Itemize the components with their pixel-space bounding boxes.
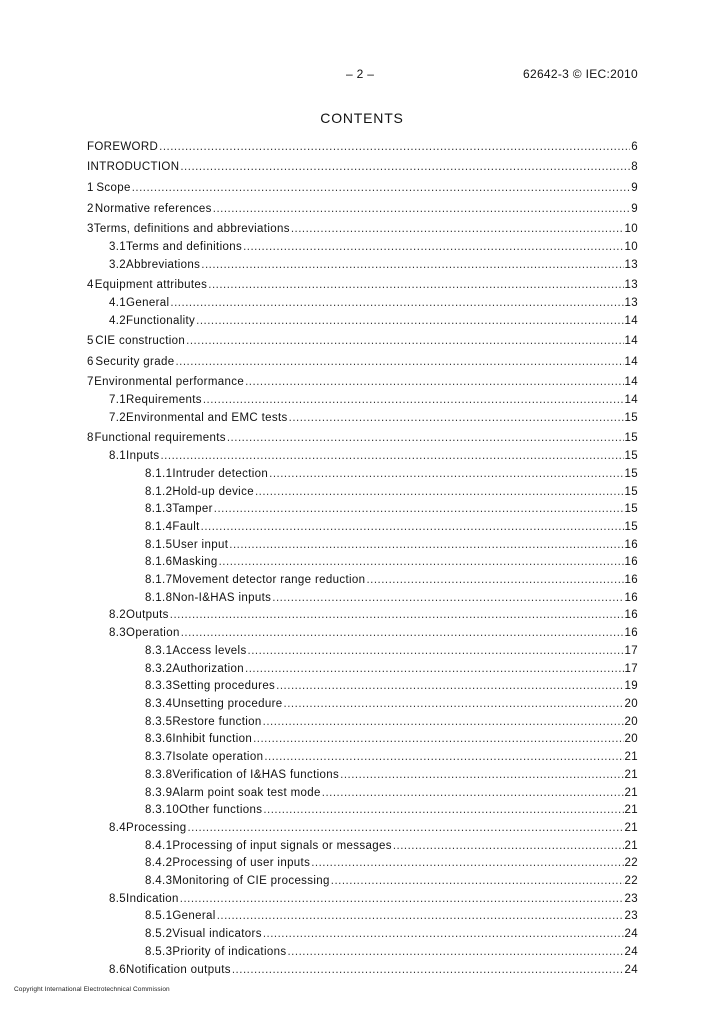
toc-entry-number: 8.1.7 — [145, 574, 173, 587]
dot-leader — [245, 374, 623, 392]
toc-entry-title: General — [126, 296, 170, 309]
contents-title: CONTENTS — [320, 110, 404, 126]
toc-entry-page: 24 — [624, 963, 638, 976]
toc-entry[interactable] — [87, 392, 638, 410]
toc-entry-title: Access levels — [172, 644, 247, 657]
toc-entry[interactable] — [87, 410, 638, 428]
toc-entry[interactable] — [87, 139, 638, 157]
toc-entry[interactable] — [87, 466, 638, 484]
toc-entry-page: 16 — [624, 538, 638, 551]
toc-entry-page: 15 — [624, 520, 638, 533]
toc-entry-title: Processing of user inputs — [172, 857, 311, 870]
toc-entry[interactable] — [87, 767, 638, 785]
toc-entry[interactable] — [87, 374, 638, 392]
dot-leader — [287, 944, 623, 962]
toc-entry-page: 20 — [624, 715, 638, 728]
dot-leader — [263, 926, 624, 944]
toc-entry-number: 4 — [87, 279, 94, 292]
toc-entry-title: Setting procedures — [172, 680, 276, 693]
toc-entry-number: 8.4 — [109, 821, 127, 834]
toc-entry-number: 8.6 — [109, 963, 127, 976]
toc-entry-page: 21 — [624, 786, 638, 799]
toc-entry-page: 21 — [624, 839, 638, 852]
toc-entry-page: 21 — [624, 751, 638, 764]
toc-entry-title: Masking — [172, 556, 218, 569]
toc-entry-number: 8.3.7 — [145, 751, 173, 764]
toc-entry[interactable] — [87, 643, 638, 661]
dot-leader — [132, 180, 631, 198]
toc-entry-number: 5 — [87, 335, 94, 348]
toc-entry-number: 8.5.3 — [145, 945, 173, 958]
toc-entry-number: 8.1.2 — [145, 485, 173, 498]
toc-entry[interactable] — [87, 333, 638, 351]
dot-leader — [393, 838, 624, 856]
toc-entry-page: 14 — [624, 314, 638, 327]
toc-entry-page: 17 — [624, 644, 638, 657]
toc-entry-page: 20 — [624, 733, 638, 746]
dot-leader — [311, 855, 623, 873]
toc-entry[interactable] — [87, 661, 638, 679]
toc-entry-title: Functional requirements — [94, 432, 226, 445]
toc-entry-page: 15 — [624, 411, 638, 424]
toc-entry-page: 23 — [624, 910, 638, 923]
toc-entry-number: 2 — [87, 202, 94, 215]
toc-entry-number: 8.3.9 — [145, 786, 173, 799]
toc-entry[interactable] — [87, 354, 638, 372]
toc-entry-title: Isolate operation — [172, 751, 264, 764]
toc-entry[interactable] — [87, 448, 638, 466]
toc-entry-page: 16 — [624, 591, 638, 604]
dot-leader — [203, 392, 624, 410]
toc-entry-page: 6 — [631, 140, 638, 153]
toc-entry[interactable] — [87, 180, 638, 198]
toc-entry[interactable] — [87, 820, 638, 838]
toc-entry[interactable] — [87, 501, 638, 519]
dot-leader — [159, 139, 630, 157]
dot-leader — [208, 277, 623, 295]
dot-leader — [269, 466, 623, 484]
toc-entry-page: 16 — [624, 574, 638, 587]
toc-entry-number: 8.4.3 — [145, 875, 173, 888]
dot-leader — [229, 537, 623, 555]
toc-entry-number: 8.5.1 — [145, 910, 173, 923]
dot-leader — [272, 590, 623, 608]
toc-entry-title: CIE construction — [95, 335, 186, 348]
page-number: – 2 – — [346, 67, 375, 81]
standard-reference: 62642-3 © IEC:2010 — [523, 67, 638, 81]
toc-entry-title: General — [172, 910, 216, 923]
toc-entry-page: 21 — [624, 768, 638, 781]
toc-entry-number: 8.3 — [109, 627, 127, 640]
dot-leader — [187, 820, 623, 838]
toc-entry-page: 21 — [624, 821, 638, 834]
toc-entry-page: 14 — [624, 335, 638, 348]
toc-entry[interactable] — [87, 484, 638, 502]
toc-entry-page: 24 — [624, 945, 638, 958]
toc-entry[interactable] — [87, 873, 638, 891]
toc-entry[interactable] — [87, 221, 638, 239]
toc-entry-number: 8.3.4 — [145, 698, 173, 710]
toc-entry-page: 14 — [624, 394, 638, 407]
toc-entry-title: Environmental and EMC tests — [126, 411, 288, 424]
toc-entry-title: Abbreviations — [126, 258, 201, 271]
toc-entry[interactable] — [87, 607, 638, 625]
toc-entry-number: 7.2 — [109, 411, 127, 424]
dot-leader — [284, 696, 624, 714]
toc-entry[interactable] — [87, 696, 638, 714]
toc-entry[interactable] — [87, 802, 638, 820]
toc-entry-page: 22 — [624, 875, 638, 888]
toc-entry-title: INTRODUCTION — [87, 161, 180, 174]
toc-entry-title: Equipment attributes — [94, 279, 208, 292]
toc-entry[interactable] — [87, 926, 638, 944]
toc-entry-number: 8.3.2 — [145, 662, 173, 675]
dot-leader — [219, 554, 624, 572]
dot-leader — [255, 484, 624, 502]
toc-entry[interactable] — [87, 519, 638, 537]
toc-entry-number: 8.4.2 — [145, 857, 173, 870]
toc-entry-page: 9 — [631, 182, 638, 195]
toc-entry-title: Authorization — [172, 662, 245, 675]
dot-leader — [196, 313, 623, 331]
toc-entry[interactable] — [87, 201, 638, 219]
page-header — [0, 67, 724, 85]
toc-entry-page: 15 — [624, 485, 638, 498]
toc-entry[interactable] — [87, 855, 638, 873]
toc-entry-number: 8.4.1 — [145, 839, 173, 852]
dot-leader — [181, 625, 624, 643]
toc-entry-title: Functionality — [126, 314, 196, 327]
toc-entry-page: 14 — [624, 376, 638, 389]
toc-entry[interactable] — [87, 257, 638, 275]
toc-entry-title: Outputs — [126, 609, 169, 622]
toc-entry[interactable] — [87, 731, 638, 749]
toc-entry-title: Unsetting procedure — [172, 698, 283, 710]
dot-leader — [276, 678, 623, 696]
toc-entry-number: 7.1 — [109, 394, 127, 407]
toc-entry-title: Scope — [96, 182, 131, 195]
table-of-contents — [87, 136, 638, 979]
dot-leader — [291, 221, 624, 239]
toc-entry-number: 8 — [87, 432, 94, 445]
toc-entry-page: 15 — [624, 503, 638, 516]
toc-entry-title: User input — [172, 538, 229, 551]
toc-entry[interactable] — [87, 891, 638, 909]
toc-entry-title: Terms, definitions and abbreviations — [93, 223, 290, 236]
toc-entry[interactable] — [87, 962, 638, 980]
toc-entry[interactable] — [87, 714, 638, 732]
toc-entry[interactable] — [87, 277, 638, 295]
toc-entry[interactable] — [87, 572, 638, 590]
toc-entry-page: 8 — [631, 161, 638, 174]
toc-entry-title: Tamper — [172, 503, 213, 516]
toc-entry-page: 21 — [624, 804, 638, 817]
toc-entry-page: 17 — [624, 662, 638, 675]
toc-entry-title: Intruder detection — [172, 467, 269, 480]
dot-leader — [322, 785, 624, 803]
toc-entry[interactable] — [87, 295, 638, 313]
dot-leader — [170, 295, 623, 313]
toc-entry-number: 8.3.5 — [145, 715, 173, 728]
toc-entry[interactable] — [87, 908, 638, 926]
toc-entry-page: 15 — [624, 467, 638, 480]
toc-entry-page: 9 — [631, 202, 638, 215]
toc-entry[interactable] — [87, 678, 638, 696]
toc-entry-title: Fault — [172, 520, 200, 533]
toc-entry-page: 13 — [624, 258, 638, 271]
toc-entry-page: 19 — [624, 680, 638, 693]
toc-entry-page: 15 — [624, 432, 638, 445]
toc-entry-page: 15 — [624, 450, 638, 463]
toc-entry[interactable] — [87, 430, 638, 448]
toc-entry-page: 16 — [624, 627, 638, 640]
toc-entry-title: Processing — [126, 821, 187, 834]
dot-leader — [201, 519, 624, 537]
toc-entry-number: 8.5.2 — [145, 928, 173, 941]
toc-entry-number: 3 — [87, 223, 94, 236]
dot-leader — [175, 354, 623, 372]
toc-entry-page: 23 — [624, 892, 638, 905]
toc-entry-number: 8.2 — [109, 609, 127, 622]
dot-leader — [340, 767, 623, 785]
dot-leader — [201, 257, 623, 275]
dot-leader — [232, 962, 624, 980]
toc-entry[interactable] — [87, 554, 638, 572]
toc-entry-number: 8.1.1 — [145, 467, 173, 480]
toc-entry-number: 8.5 — [109, 892, 127, 905]
dot-leader — [227, 430, 624, 448]
toc-entry-title: Movement detector range reduction — [172, 574, 366, 587]
toc-entry-title: Environmental performance — [94, 376, 245, 389]
toc-entry-title: Visual indicators — [172, 928, 262, 941]
toc-entry-title: FOREWORD — [87, 140, 159, 153]
toc-entry-title: Alarm point soak test mode — [172, 786, 321, 799]
toc-entry[interactable] — [87, 785, 638, 803]
toc-entry-title: Hold-up device — [172, 485, 254, 498]
toc-entry-title: Requirements — [126, 394, 202, 407]
toc-entry[interactable] — [87, 159, 638, 177]
dot-leader — [263, 802, 623, 820]
toc-entry-page: 13 — [624, 296, 638, 309]
dot-leader — [180, 159, 630, 177]
dot-leader — [243, 239, 623, 257]
toc-entry-page: 13 — [624, 279, 638, 292]
toc-entry-number: 8.3.8 — [145, 768, 173, 781]
dot-leader — [213, 201, 630, 219]
toc-entry-number: 7 — [87, 376, 94, 389]
toc-entry-title: Non-I&HAS inputs — [172, 591, 272, 604]
toc-entry-title: Inputs — [126, 450, 160, 463]
dot-leader — [245, 661, 623, 679]
toc-entry-title: Security grade — [95, 355, 175, 368]
toc-entry-title: Inhibit function — [172, 733, 253, 746]
toc-entry-page: 10 — [624, 240, 638, 253]
toc-entry-number: 8.3.1 — [145, 644, 173, 657]
toc-entry[interactable] — [87, 625, 638, 643]
dot-leader — [170, 607, 624, 625]
toc-entry-title: Normative references — [94, 202, 212, 215]
dot-leader — [217, 908, 624, 926]
toc-entry[interactable] — [87, 944, 638, 962]
toc-entry-number: 4.1 — [109, 296, 127, 309]
dot-leader — [366, 572, 623, 590]
toc-entry[interactable] — [87, 537, 638, 555]
toc-entry-page: 22 — [624, 857, 638, 870]
toc-entry-page: 24 — [624, 928, 638, 941]
toc-entry-page: 20 — [624, 698, 638, 710]
toc-entry-title: Restore function — [172, 715, 262, 728]
toc-entry-title: Processing of input signals or messages — [172, 839, 392, 852]
dot-leader — [264, 749, 623, 767]
toc-entry-title: Other functions — [179, 804, 263, 817]
toc-entry[interactable] — [87, 838, 638, 856]
toc-entry[interactable] — [87, 749, 638, 767]
dot-leader — [253, 731, 623, 749]
toc-entry-page: 16 — [624, 609, 638, 622]
toc-entry-title: Verification of I&HAS functions — [172, 768, 340, 781]
toc-entry-number: 8.1.8 — [145, 591, 173, 604]
toc-entry[interactable] — [87, 239, 638, 257]
toc-entry-number: 8.3.10 — [145, 804, 180, 817]
toc-entry-number: 8.3.6 — [145, 733, 173, 746]
toc-entry-title: Indication — [126, 892, 179, 905]
toc-entry-number: 8.1.4 — [145, 520, 173, 533]
toc-entry-number: 8.1.6 — [145, 556, 173, 569]
toc-entry-number: 3.2 — [109, 258, 127, 271]
dot-leader — [180, 891, 624, 909]
dot-leader — [248, 643, 624, 661]
toc-entry-title: Notification outputs — [126, 963, 231, 976]
toc-entry-title: Priority of indications — [172, 945, 287, 958]
dot-leader — [331, 873, 624, 891]
toc-entry-title: Monitoring of CIE processing — [172, 875, 330, 888]
toc-entry-page: 10 — [624, 223, 638, 236]
dot-leader — [289, 410, 624, 428]
toc-entry-page: 14 — [624, 355, 638, 368]
toc-entry-number: 3.1 — [109, 240, 127, 253]
toc-entry-page: 16 — [624, 556, 638, 569]
toc-entry-number: 8.1.3 — [145, 503, 173, 516]
toc-entry[interactable] — [87, 590, 638, 608]
toc-entry-number: 1 — [87, 182, 94, 195]
toc-entry[interactable] — [87, 313, 638, 331]
toc-entry-number: 4.2 — [109, 314, 127, 327]
dot-leader — [186, 333, 623, 351]
toc-entry-number: 8.1.5 — [145, 538, 173, 551]
toc-entry-number: 8.3.3 — [145, 680, 173, 693]
toc-entry-title: Operation — [126, 627, 180, 640]
dot-leader — [263, 714, 624, 732]
toc-entry-number: 8.1 — [109, 450, 127, 463]
toc-entry-number: 6 — [87, 355, 94, 368]
copyright-notice: Copyright International Electrotechnical Commission — [14, 986, 170, 993]
dot-leader — [160, 448, 623, 466]
toc-entry-title: Terms and definitions — [126, 240, 243, 253]
dot-leader — [214, 501, 624, 519]
